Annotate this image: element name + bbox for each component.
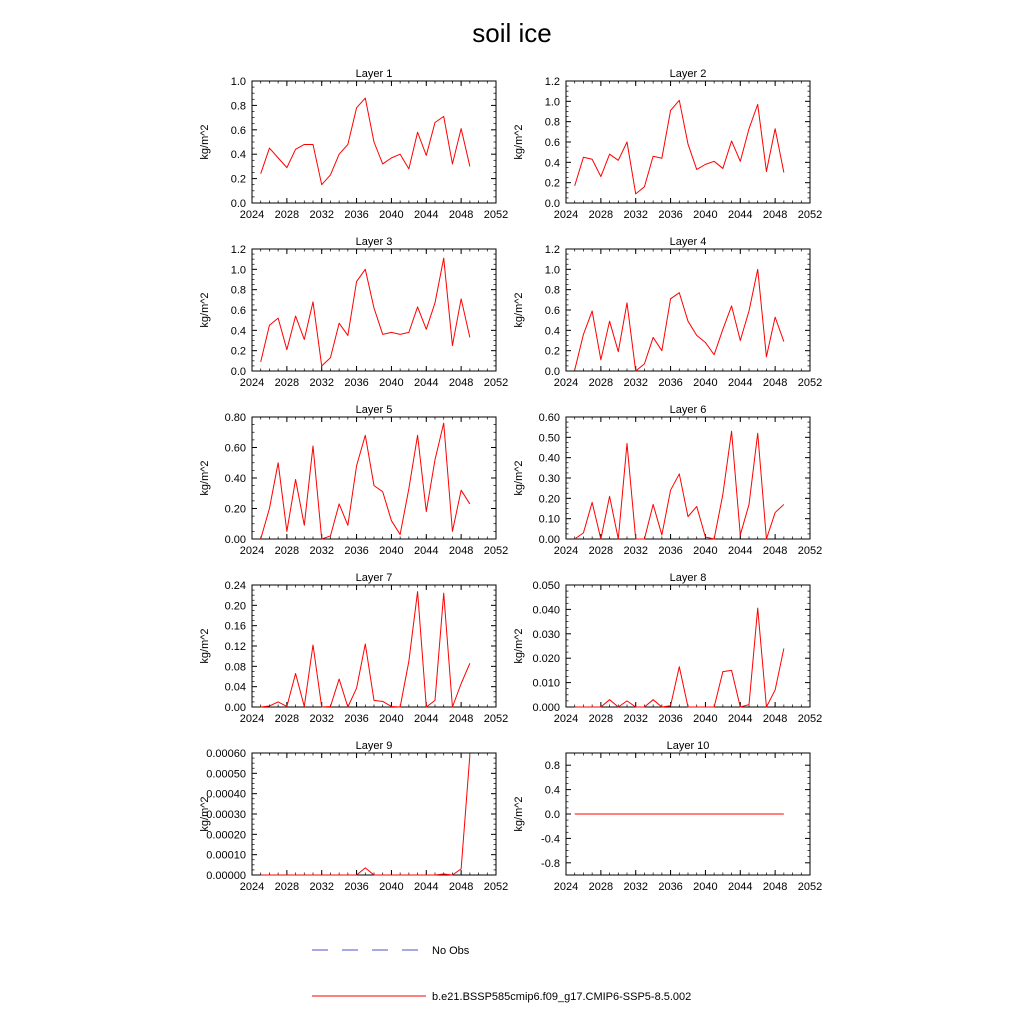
layer-5-title: Layer 5 xyxy=(355,404,393,416)
layer-5-ytick-label: 0.20 xyxy=(224,503,246,516)
layer-3-ytick-label: 1.2 xyxy=(230,244,246,256)
layer-10-ytick-label: 0.4 xyxy=(544,784,560,797)
layer-1-title: Layer 1 xyxy=(355,68,393,80)
layer-1-xtick-label: 2036 xyxy=(344,209,369,221)
layer-3-ytick-label: 0.2 xyxy=(230,345,246,358)
layer-5-ytick-label: 0.60 xyxy=(224,442,246,455)
layer-2-xtick-label: 2052 xyxy=(797,209,823,221)
figure-title: soil ice xyxy=(472,18,552,48)
layer-4-xtick-label: 2052 xyxy=(797,377,823,389)
layer-9-title: Layer 9 xyxy=(355,740,393,752)
layer-1-ylabel: kg/m^2 xyxy=(199,124,211,160)
layer-7-xtick-label: 2052 xyxy=(483,713,509,725)
layer-4-xtick-label: 2044 xyxy=(728,377,753,389)
layer-2-ytick-label: 1.0 xyxy=(544,96,560,109)
layer-8-xtick-label: 2044 xyxy=(728,713,753,725)
layer-8-plot-frame xyxy=(566,585,810,707)
layer-9-plot-frame xyxy=(252,753,496,875)
layer-5-panel xyxy=(199,404,508,557)
layer-2-ytick-label: 0.4 xyxy=(544,157,560,170)
layer-3-xtick-label: 2044 xyxy=(414,377,439,389)
layer-3-series-line xyxy=(261,258,470,366)
layer-10-xtick-label: 2032 xyxy=(623,881,648,893)
layer-6-xtick-label: 2052 xyxy=(797,545,823,557)
layer-1-ytick-label: 0.2 xyxy=(230,173,246,186)
layer-9-xtick-label: 2044 xyxy=(414,881,439,893)
layer-1-series-line xyxy=(261,98,470,185)
layer-6-xtick-label: 2032 xyxy=(623,545,648,557)
layer-10-ytick-label: 0.8 xyxy=(544,760,560,773)
layer-5-xtick-label: 2036 xyxy=(344,545,369,557)
layer-10-xtick-label: 2044 xyxy=(728,881,753,893)
layer-9-ytick-label: 0.00040 xyxy=(206,788,246,801)
layer-1-xtick-label: 2044 xyxy=(414,209,439,221)
layer-2-xtick-label: 2036 xyxy=(658,209,683,221)
layer-2-ytick-label: 0.0 xyxy=(544,198,560,210)
layer-4-ytick-label: 1.0 xyxy=(544,264,560,277)
layer-8-ytick-label: 0.040 xyxy=(532,604,560,617)
layer-7-ytick-label: 0.04 xyxy=(224,681,246,694)
layer-1-ytick-label: 0.4 xyxy=(230,149,246,162)
layer-8-ytick-label: 0.020 xyxy=(532,653,560,666)
layer-6-ytick-label: 0.00 xyxy=(538,534,560,546)
layer-8-xtick-label: 2036 xyxy=(658,713,683,725)
layer-9-ytick-label: 0.00050 xyxy=(206,768,246,781)
layer-5-ytick-label: 0.40 xyxy=(224,473,246,485)
layer-2-xtick-label: 2024 xyxy=(553,209,579,221)
layer-6-ylabel: kg/m^2 xyxy=(513,460,525,496)
layer-1-xtick-label: 2048 xyxy=(448,209,474,221)
layer-5-series-line xyxy=(261,423,470,539)
layer-6-ytick-label: 0.10 xyxy=(538,513,560,526)
layer-7-panel xyxy=(199,572,508,725)
layer-8-xtick-label: 2048 xyxy=(762,713,788,725)
layer-8-xtick-label: 2024 xyxy=(553,713,579,725)
layer-3-panel xyxy=(199,236,508,389)
layer-3-ylabel: kg/m^2 xyxy=(199,292,211,328)
layer-3-ytick-label: 0.8 xyxy=(230,284,246,297)
layer-4-xtick-label: 2032 xyxy=(623,377,648,389)
layer-7-ytick-label: 0.16 xyxy=(224,620,246,633)
layer-10-xtick-label: 2048 xyxy=(762,881,788,893)
layer-7-xtick-label: 2032 xyxy=(309,713,334,725)
layer-5-ytick-label: 0.80 xyxy=(224,412,246,424)
layer-1-ytick-label: 0.0 xyxy=(230,198,246,210)
layer-10-xtick-label: 2024 xyxy=(553,881,579,893)
layer-9-series-line xyxy=(261,755,470,875)
layer-9-xtick-label: 2024 xyxy=(239,881,265,893)
layer-5-xtick-label: 2052 xyxy=(483,545,509,557)
layer-6-xtick-label: 2036 xyxy=(658,545,683,557)
layer-10-xtick-label: 2028 xyxy=(588,881,614,893)
layer-6-plot-frame xyxy=(566,417,810,539)
layer-5-xtick-label: 2044 xyxy=(414,545,439,557)
layer-1-xtick-label: 2028 xyxy=(274,209,300,221)
layer-3-xtick-label: 2036 xyxy=(344,377,369,389)
layer-4-xtick-label: 2024 xyxy=(553,377,579,389)
layer-3-xtick-label: 2032 xyxy=(309,377,334,389)
layer-6-title: Layer 6 xyxy=(669,404,707,416)
layer-9-xtick-label: 2048 xyxy=(448,881,474,893)
layer-5-xtick-label: 2032 xyxy=(309,545,334,557)
layer-5-ylabel: kg/m^2 xyxy=(199,460,211,496)
layer-4-ylabel: kg/m^2 xyxy=(513,292,525,328)
layer-4-series-line xyxy=(575,269,784,371)
layer-8-ylabel: kg/m^2 xyxy=(513,628,525,664)
layer-10-ylabel: kg/m^2 xyxy=(513,796,525,832)
layer-1-ytick-label: 0.8 xyxy=(230,100,246,113)
layer-4-ytick-label: 0.8 xyxy=(544,284,560,297)
layer-1-xtick-label: 2052 xyxy=(483,209,509,221)
layer-2-xtick-label: 2040 xyxy=(693,209,718,221)
layer-7-ytick-label: 0.00 xyxy=(224,702,246,714)
layer-9-ytick-label: 0.00010 xyxy=(206,849,246,862)
layer-2-xtick-label: 2044 xyxy=(728,209,753,221)
layer-2-panel xyxy=(513,68,822,221)
layer-8-ytick-label: 0.030 xyxy=(532,628,560,641)
layer-1-xtick-label: 2024 xyxy=(239,209,265,221)
layer-4-xtick-label: 2040 xyxy=(693,377,718,389)
layer-7-series-line xyxy=(261,592,470,707)
layer-7-ytick-label: 0.08 xyxy=(224,661,246,674)
layer-7-title: Layer 7 xyxy=(355,572,393,584)
layer-9-xtick-label: 2032 xyxy=(309,881,334,893)
layer-9-ytick-label: 0.00060 xyxy=(206,748,246,760)
legend-label-model: b.e21.BSSP585cmip6.f09_g17.CMIP6-SSP5-8.5.002 xyxy=(432,991,692,1003)
layer-8-ytick-label: 0.000 xyxy=(532,702,560,714)
layer-10-xtick-label: 2036 xyxy=(658,881,683,893)
layer-1-xtick-label: 2040 xyxy=(379,209,404,221)
layer-6-ytick-label: 0.50 xyxy=(538,432,560,445)
layer-2-ytick-label: 1.2 xyxy=(544,76,560,88)
layer-9-ytick-label: 0.00020 xyxy=(206,829,246,842)
layer-4-ytick-label: 0.4 xyxy=(544,325,560,338)
layer-6-ytick-label: 0.40 xyxy=(538,452,560,465)
layer-6-xtick-label: 2048 xyxy=(762,545,788,557)
layer-8-series-line xyxy=(575,608,784,707)
layer-7-xtick-label: 2044 xyxy=(414,713,439,725)
layer-6-panel xyxy=(513,404,822,557)
layer-6-xtick-label: 2024 xyxy=(553,545,579,557)
layer-6-ytick-label: 0.60 xyxy=(538,412,560,424)
layer-4-ytick-label: 0.0 xyxy=(544,366,560,378)
layer-9-xtick-label: 2028 xyxy=(274,881,300,893)
layer-10-title: Layer 10 xyxy=(666,740,710,752)
layer-10-ytick-label: -0.8 xyxy=(541,857,560,870)
layer-4-xtick-label: 2048 xyxy=(762,377,788,389)
layer-6-xtick-label: 2040 xyxy=(693,545,718,557)
layer-2-ylabel: kg/m^2 xyxy=(513,124,525,160)
layer-3-title: Layer 3 xyxy=(355,236,393,248)
layer-2-ytick-label: 0.6 xyxy=(544,137,560,149)
layer-6-xtick-label: 2044 xyxy=(728,545,753,557)
layer-2-xtick-label: 2032 xyxy=(623,209,648,221)
layer-8-xtick-label: 2040 xyxy=(693,713,718,725)
layer-10-ytick-label: -0.4 xyxy=(541,833,560,846)
layer-9-xtick-label: 2036 xyxy=(344,881,369,893)
panels xyxy=(199,68,822,893)
layer-5-ytick-label: 0.00 xyxy=(224,534,246,546)
layer-4-ytick-label: 0.6 xyxy=(544,305,560,317)
layer-9-ytick-label: 0.00000 xyxy=(206,870,246,882)
layer-8-xtick-label: 2032 xyxy=(623,713,648,725)
layer-4-title: Layer 4 xyxy=(669,236,707,248)
layer-7-xtick-label: 2024 xyxy=(239,713,265,725)
layer-2-series-line xyxy=(575,100,784,194)
layer-3-xtick-label: 2040 xyxy=(379,377,404,389)
layer-10-ytick-label: 0.0 xyxy=(544,809,560,821)
layer-8-ytick-label: 0.010 xyxy=(532,677,560,690)
layer-6-ytick-label: 0.30 xyxy=(538,473,560,485)
layer-1-xtick-label: 2032 xyxy=(309,209,334,221)
layer-7-xtick-label: 2048 xyxy=(448,713,474,725)
layer-7-ytick-label: 0.20 xyxy=(224,600,246,613)
layer-3-ytick-label: 1.0 xyxy=(230,264,246,277)
layer-1-ytick-label: 0.6 xyxy=(230,124,246,137)
layer-5-xtick-label: 2028 xyxy=(274,545,300,557)
layer-3-ytick-label: 0.0 xyxy=(230,366,246,378)
layer-4-xtick-label: 2028 xyxy=(588,377,614,389)
layer-9-ylabel: kg/m^2 xyxy=(199,796,211,832)
layer-1-ytick-label: 1.0 xyxy=(230,76,246,88)
layer-9-panel xyxy=(199,740,508,893)
legend xyxy=(312,945,691,1003)
layer-6-xtick-label: 2028 xyxy=(588,545,614,557)
layer-5-xtick-label: 2048 xyxy=(448,545,474,557)
layer-2-title: Layer 2 xyxy=(669,68,707,80)
layer-3-xtick-label: 2052 xyxy=(483,377,509,389)
layer-2-xtick-label: 2028 xyxy=(588,209,614,221)
layer-7-xtick-label: 2040 xyxy=(379,713,404,725)
layer-4-ytick-label: 1.2 xyxy=(544,244,560,256)
layer-3-xtick-label: 2028 xyxy=(274,377,300,389)
layer-7-ytick-label: 0.24 xyxy=(224,580,246,592)
layer-10-xtick-label: 2052 xyxy=(797,881,823,893)
layer-3-xtick-label: 2048 xyxy=(448,377,474,389)
layer-10-panel xyxy=(513,740,822,893)
layer-5-xtick-label: 2040 xyxy=(379,545,404,557)
layer-3-ytick-label: 0.6 xyxy=(230,305,246,317)
legend-label-obs: No Obs xyxy=(432,945,470,957)
layer-5-xtick-label: 2024 xyxy=(239,545,265,557)
layer-8-title: Layer 8 xyxy=(669,572,707,584)
layer-8-panel xyxy=(513,572,822,725)
layer-7-ylabel: kg/m^2 xyxy=(199,628,211,664)
layer-1-panel xyxy=(199,68,508,221)
layer-8-xtick-label: 2028 xyxy=(588,713,614,725)
layer-4-xtick-label: 2036 xyxy=(658,377,683,389)
layer-6-ytick-label: 0.20 xyxy=(538,493,560,506)
layer-2-xtick-label: 2048 xyxy=(762,209,788,221)
layer-3-ytick-label: 0.4 xyxy=(230,325,246,338)
layer-2-ytick-label: 0.8 xyxy=(544,116,560,129)
layer-10-xtick-label: 2040 xyxy=(693,881,718,893)
layer-9-ytick-label: 0.00030 xyxy=(206,809,246,821)
layer-8-xtick-label: 2052 xyxy=(797,713,823,725)
layer-4-panel xyxy=(513,236,822,389)
layer-7-ytick-label: 0.12 xyxy=(224,641,246,653)
layer-9-xtick-label: 2052 xyxy=(483,881,509,893)
layer-6-series-line xyxy=(575,431,784,539)
layer-7-xtick-label: 2028 xyxy=(274,713,300,725)
layer-3-xtick-label: 2024 xyxy=(239,377,265,389)
layer-2-ytick-label: 0.2 xyxy=(544,177,560,190)
layer-4-ytick-label: 0.2 xyxy=(544,345,560,358)
layer-8-ytick-label: 0.050 xyxy=(532,580,560,592)
layer-9-xtick-label: 2040 xyxy=(379,881,404,893)
layer-7-xtick-label: 2036 xyxy=(344,713,369,725)
